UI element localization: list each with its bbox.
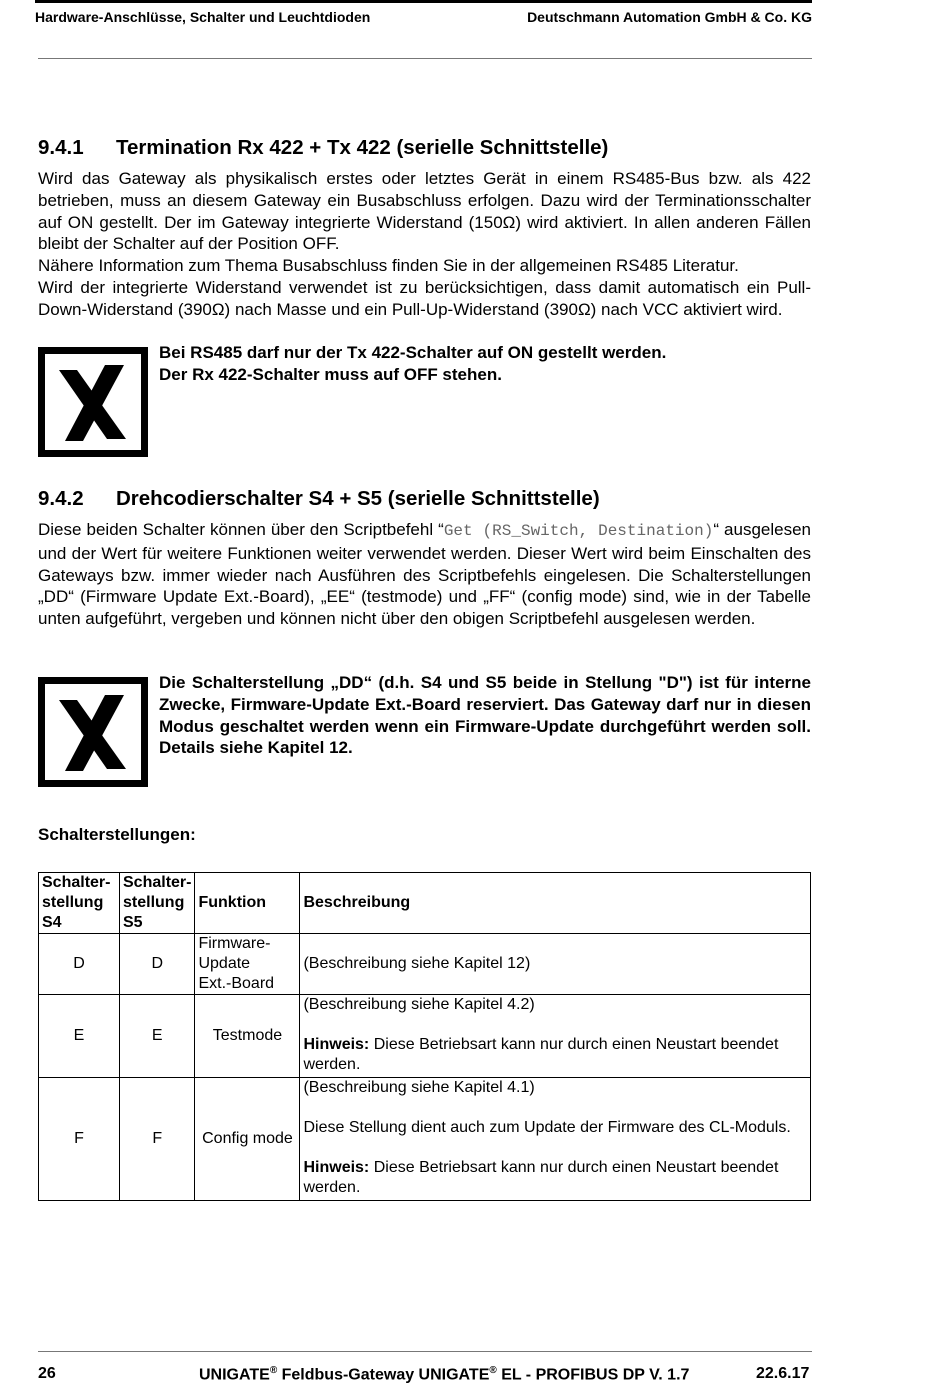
header-top-rule: [35, 0, 812, 3]
section-heading-rotary-switch: [38, 487, 600, 511]
footer-rule: [38, 1351, 812, 1352]
header-chapter-title: Hardware-Anschlüsse, Schalter und Leuchtdioden: [35, 9, 371, 25]
footer-document-title: UNIGATE® Feldbus-Gateway UNIGATE® EL - PROFIBUS DP V. 1.7: [199, 1365, 690, 1384]
cell-funktion: Firmware- Update Ext.-Board: [195, 934, 300, 995]
paragraph-text: Diese beiden Schalter können über den Scriptbefehl “: [38, 520, 444, 539]
header-s5: Schalter- stellung S5: [120, 873, 195, 934]
cell-s4: E: [39, 995, 120, 1078]
section-number: 9.4.2: [38, 487, 84, 510]
table-caption: Schalterstellungen:: [38, 825, 196, 844]
note-label: Hinweis:: [303, 1036, 370, 1053]
header-funktion: Funktion: [195, 873, 300, 934]
script-command: Get (RS_Switch, Destination): [443, 522, 714, 540]
table-row: [39, 995, 811, 1078]
extra-text: Diese Stellung dient auch zum Update der Firmware des CL-Moduls.: [303, 1119, 791, 1136]
cell-funktion: Config mode: [195, 1078, 300, 1201]
paragraph: [38, 519, 811, 630]
table-row: [39, 934, 811, 995]
table-row: [39, 1078, 811, 1201]
header-s4: Schalter- stellung S4: [39, 873, 120, 934]
paragraph-text: “ ausgelesen und der Wert für weitere Funktionen weiter verwendet werden. Dieser Wert wird beim Einschalten des Gateways bzw. immer wieder nach Ausführen des Scriptbefehls eingelesen. Die Schalterstellungen „DD“ (Firmware Update Ext.-Board), „EE“ (testmode) und „FF“ (config mode) sind, wie in der Tabelle unten aufgeführt, vergeben und können nicht über den obigen Scriptbefehl ausgelesen werden.: [38, 520, 811, 629]
description-text: (Beschreibung siehe Kapitel 4.1): [303, 1079, 535, 1096]
cell-s4: F: [39, 1078, 120, 1201]
section-number: 9.4.1: [38, 136, 84, 159]
note-label: Hinweis:: [303, 1159, 370, 1176]
section-title: Drehcodierschalter S4 + S5 (serielle Schnittstelle): [116, 487, 600, 510]
warning-line: Bei RS485 darf nur der Tx 422-Schalter auf ON gestellt werden.: [159, 343, 667, 362]
cell-funktion: Testmode: [195, 995, 300, 1078]
rotary-switch-warning: [159, 672, 811, 759]
cell-s4: D: [39, 934, 120, 995]
section-title: Termination Rx 422 + Tx 422 (serielle Schnittstelle): [116, 136, 609, 159]
description-text: (Beschreibung siehe Kapitel 4.2): [303, 996, 535, 1013]
cell-s5: D: [120, 934, 195, 995]
warning-text: Die Schalterstellung „DD“ (d.h. S4 und S5 beide in Stellung "D") ist für interne Zwecke, Firmware-Update Ext.-Board reserviert. Das Gateway darf nur in diesen Modus geschaltet werden wenn ein Firmware-Update durchgeführt werden soll. Details siehe Kapitel 12.: [159, 673, 811, 758]
header-company-name: Deutschmann Automation GmbH & Co. KG: [527, 9, 812, 25]
cell-beschreibung: (Beschreibung siehe Kapitel 12): [300, 934, 811, 995]
warning-x-icon: [38, 677, 148, 787]
table-header-row: [39, 873, 811, 934]
warning-x-icon: [38, 347, 148, 457]
termination-warning: [159, 342, 811, 386]
paragraph: Nähere Information zum Thema Busabschluss finden Sie in der allgemeinen RS485 Literatur.: [38, 256, 739, 276]
header-rule: [38, 58, 812, 59]
cell-s5: F: [120, 1078, 195, 1201]
section-heading-termination: [38, 136, 608, 160]
cell-beschreibung: [300, 1078, 811, 1201]
switch-settings-table: [38, 872, 811, 1201]
termination-body: [38, 168, 811, 321]
warning-line: Der Rx 422-Schalter muss auf OFF stehen.: [159, 364, 502, 384]
paragraph: Wird das Gateway als physikalisch erstes oder letztes Gerät in einem RS485-Bus bzw. als 422 betrieben, muss an diesem Gateway ein Busabschluss erfolgen. Dazu wird der Terminationsschalter auf ON gestellt. Der im Gateway integrierte Widerstand (150Ω) wird aktiviert. In allen anderen Fällen bleibt der Schalter auf der Position OFF.: [38, 169, 811, 254]
paragraph: Wird der integrierte Widerstand verwendet ist zu berücksichtigen, dass damit automatisch ein Pull-Down-Widerstand (390Ω) nach Masse und ein Pull-Up-Widerstand (390Ω) nach VCC aktiviert wird.: [38, 277, 811, 319]
rotary-switch-body: [38, 519, 811, 630]
cell-beschreibung: [300, 995, 811, 1078]
note-text: Hinweis: Diese Betriebsart kann nur durch einen Neustart beendet werden.: [303, 1036, 779, 1073]
footer-page-number: 26: [38, 1365, 56, 1382]
footer-date: 22.6.17: [756, 1365, 810, 1382]
cell-s5: E: [120, 995, 195, 1078]
note-text: Hinweis: Diese Betriebsart kann nur durch einen Neustart beendet werden.: [303, 1159, 779, 1196]
header-beschreibung: Beschreibung: [300, 873, 811, 934]
